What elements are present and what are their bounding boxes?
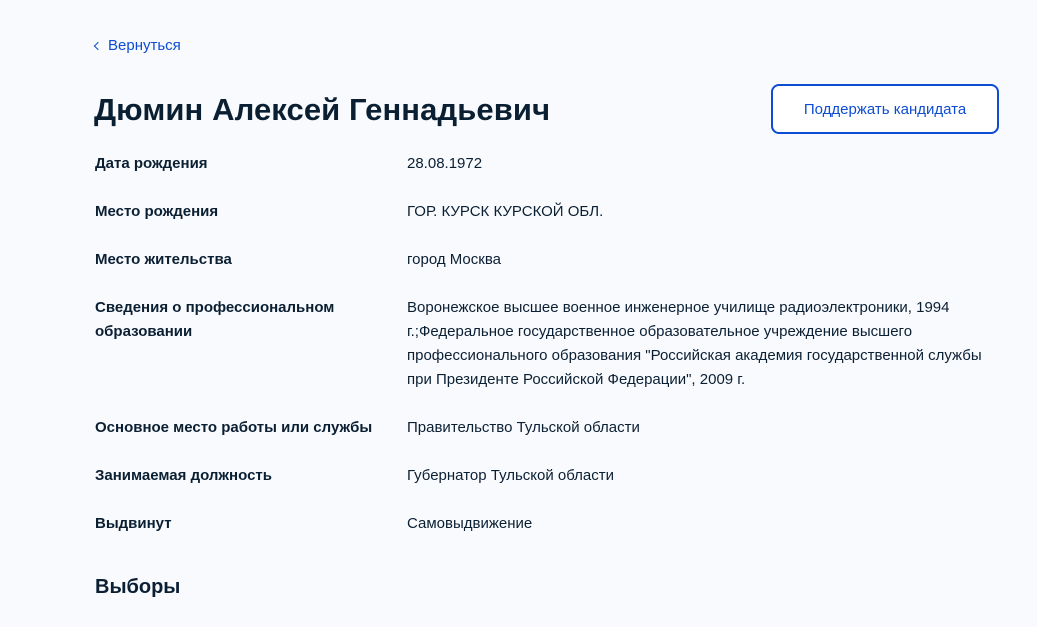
info-row-education — [95, 296, 995, 392]
info-value: 28.08.1972 — [407, 155, 483, 172]
info-value: Правительство Тульской области — [407, 419, 640, 436]
info-value: Воронежское высшее военное инженерное училище радиоэлектроники, 1994 г.;Федеральное государственное образовательное учреждение высшего профессионального образования "Российская академия государственной службы при Президенте Российской Федерации", 2009 г. — [407, 299, 982, 388]
elections-section-title: Выборы — [95, 576, 181, 598]
info-row-residence — [95, 248, 995, 272]
info-row-birth-date — [95, 152, 995, 176]
info-value: Губернатор Тульской области — [407, 467, 615, 484]
candidate-info — [95, 152, 995, 560]
info-label: Сведения о профессиональном образовании — [95, 299, 335, 340]
back-link-label: Вернуться — [108, 37, 181, 54]
support-candidate-button[interactable]: Поддержать кандидата — [771, 84, 999, 134]
info-value: Самовыдвижение — [407, 515, 533, 532]
info-row-position — [95, 464, 995, 488]
info-label: Выдвинут — [95, 515, 172, 532]
info-value: город Москва — [407, 251, 501, 268]
info-row-workplace — [95, 416, 995, 440]
info-label: Место рождения — [95, 203, 219, 220]
info-label: Дата рождения — [95, 155, 208, 172]
back-link[interactable] — [95, 37, 181, 54]
info-row-birth-place — [95, 200, 995, 224]
info-label: Занимаемая должность — [95, 467, 272, 484]
info-row-nominated — [95, 512, 995, 536]
info-value: ГОР. КУРСК КУРСКОЙ ОБЛ. — [407, 203, 604, 220]
chevron-left-icon — [94, 42, 102, 50]
candidate-name: Дюмин Алексей Геннадьевич — [94, 92, 551, 127]
info-label: Основное место работы или службы — [95, 419, 373, 436]
info-label: Место жительства — [95, 251, 232, 268]
